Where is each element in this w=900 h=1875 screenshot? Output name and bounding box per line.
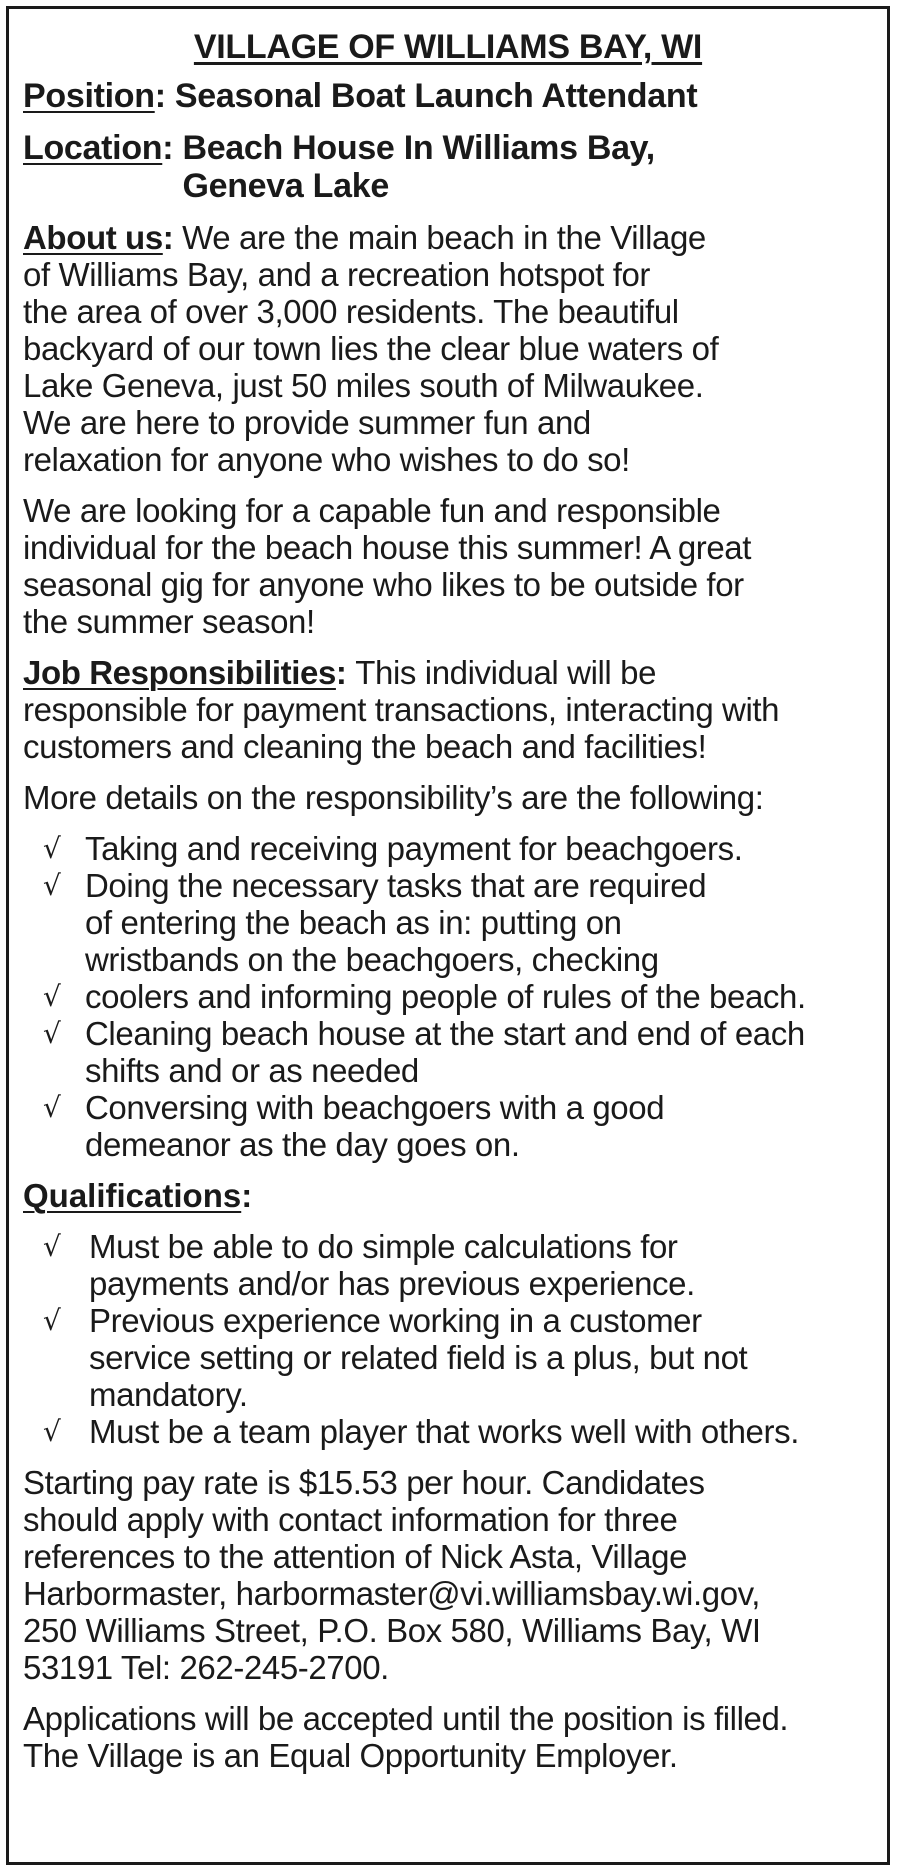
list-item: [23, 904, 873, 941]
position-row: Position: Seasonal Boat Launch Attendant: [23, 77, 698, 115]
list-item: [23, 1376, 873, 1413]
location-line: Beach House In Williams Bay,: [182, 129, 655, 167]
list-item-text: demeanor as the day goes on.: [85, 1126, 520, 1163]
list-item: [23, 867, 873, 904]
location-line: Geneva Lake: [182, 167, 389, 205]
check-mark-icon: √: [43, 1017, 61, 1050]
qualifications-label: Qualifications: [23, 1177, 242, 1214]
list-item: [23, 1052, 873, 1089]
list-item: [23, 1302, 873, 1339]
list-item-text: Cleaning beach house at the start and end of each: [85, 1015, 805, 1052]
check-mark-icon: √: [43, 1230, 61, 1263]
list-item-text: Must be able to do simple calculations for: [89, 1228, 678, 1265]
list-item-text: mandatory.: [89, 1376, 248, 1413]
details-intro: More details on the responsibility’s are the following:: [23, 779, 764, 816]
pay-line: 53191 Tel: 262-245-2700.: [23, 1649, 389, 1686]
list-item: [23, 1265, 873, 1302]
check-mark-icon: √: [43, 1415, 61, 1448]
pay-paragraph: [23, 1464, 873, 1686]
job-line: customers and cleaning the beach and facilities!: [23, 728, 707, 765]
looking-line: seasonal gig for anyone who likes to be outside for: [23, 566, 744, 603]
about-line: the area of over 3,000 residents. The beautiful: [23, 293, 679, 330]
list-item-text: wristbands on the beachgoers, checking: [85, 941, 659, 978]
list-item-text: Must be a team player that works well with others.: [89, 1413, 799, 1450]
looking-line: We are looking for a capable fun and responsible: [23, 492, 721, 529]
pay-line: references to the attention of Nick Asta, Village: [23, 1538, 688, 1575]
location-row: Location: Beach House In Williams Bay, Geneva Lake: [23, 129, 655, 205]
qualifications-heading: Qualifications:: [23, 1177, 253, 1214]
list-item-text: Previous experience working in a customer: [89, 1302, 702, 1339]
job-label: Job Responsibilities: [23, 654, 336, 691]
pay-line: should apply with contact information for three: [23, 1501, 678, 1538]
list-item: [23, 1339, 873, 1376]
location-label: Location: [23, 129, 163, 167]
about-line: We are the main beach in the Village: [182, 219, 706, 256]
looking-line: the summer season!: [23, 603, 315, 640]
list-item: [23, 1228, 873, 1265]
list-item: [23, 1015, 873, 1052]
list-item: [23, 941, 873, 978]
job-line: This individual will be: [355, 654, 657, 691]
about-line: Lake Geneva, just 50 miles south of Milwaukee.: [23, 367, 704, 404]
check-mark-icon: √: [43, 980, 61, 1013]
ad-title: VILLAGE OF WILLIAMS BAY, WI: [193, 28, 703, 66]
closing-line: Applications will be accepted until the position is filled.: [23, 1700, 789, 1737]
about-line: of Williams Bay, and a recreation hotspot for: [23, 256, 651, 293]
about-paragraph: About us: We are the main beach in the Village of Williams Bay, and a recreation hotspot for the area of over 3,000 residents. The beautiful backyard of our town lies the clear blue waters of Lake Geneva, just 50 miles south of Milwaukee. We are here to provide summer fun and relaxation for anyone who wishes to do so!: [23, 219, 873, 478]
check-mark-icon: √: [43, 1091, 61, 1124]
list-item: [23, 830, 873, 867]
list-item-text: coolers and informing people of rules of the beach.: [85, 978, 806, 1015]
pay-line: 250 Williams Street, P.O. Box 580, Williams Bay, WI: [23, 1612, 761, 1649]
list-item: [23, 1089, 873, 1126]
list-item-text: shifts and or as needed: [85, 1052, 419, 1089]
position-label: Position: [23, 77, 155, 115]
pay-line: Harbormaster, harbormaster@vi.williamsbay.wi.gov,: [23, 1575, 761, 1612]
about-line: backyard of our town lies the clear blue waters of: [23, 330, 719, 367]
about-line: relaxation for anyone who wishes to do so!: [23, 441, 630, 478]
list-item-text: payments and/or has previous experience.: [89, 1265, 695, 1302]
job-line: responsible for payment transactions, interacting with: [23, 691, 780, 728]
list-item-text: Taking and receiving payment for beachgoers.: [85, 830, 743, 867]
job-paragraph: Job Responsibilities: This individual will be responsible for payment transactions, interacting with customers and cleaning the beach and facilities!: [23, 654, 873, 765]
check-mark-icon: √: [43, 1304, 61, 1337]
closing-line: The Village is an Equal Opportunity Employer.: [23, 1737, 678, 1774]
pay-line: Starting pay rate is $15.53 per hour. Candidates: [23, 1464, 705, 1501]
qualifications-list: [23, 1228, 873, 1450]
about-label: About us: [23, 219, 163, 256]
closing-paragraph: [23, 1700, 873, 1774]
check-mark-icon: √: [43, 869, 61, 902]
list-item-text: Doing the necessary tasks that are required: [85, 867, 707, 904]
list-item-text: of entering the beach as in: putting on: [85, 904, 622, 941]
list-item-text: service setting or related field is a plus, but not: [89, 1339, 748, 1376]
responsibilities-list: [23, 830, 873, 1163]
job-ad: [6, 6, 890, 1865]
list-item: [23, 1126, 873, 1163]
list-item-text: Conversing with beachgoers with a good: [85, 1089, 665, 1126]
looking-paragraph: [23, 492, 873, 640]
list-item: [23, 978, 873, 1015]
list-item: [23, 1413, 873, 1450]
looking-line: individual for the beach house this summer! A great: [23, 529, 752, 566]
position-value: Seasonal Boat Launch Attendant: [174, 77, 698, 115]
check-mark-icon: √: [43, 832, 61, 865]
about-line: We are here to provide summer fun and: [23, 404, 591, 441]
